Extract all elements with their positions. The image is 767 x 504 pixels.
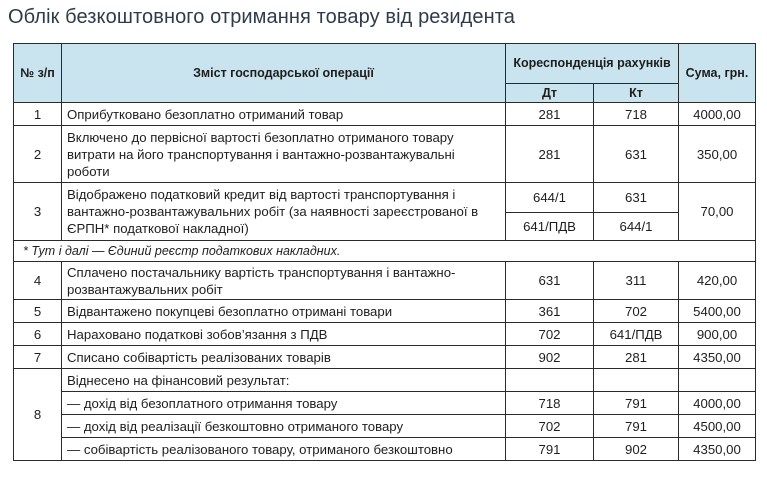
row-sum: 5400,00 xyxy=(679,300,756,323)
row-num: 4 xyxy=(14,262,62,300)
row-text: Відображено податковий кредит від вартості транспортування і вантажно-розвантажувальних робіт (за наявності зареєстрованої в ЄРПН* податкової накладної) xyxy=(62,183,506,241)
row-kt: 644/1 xyxy=(594,213,679,241)
row-dt: 644/1 xyxy=(506,183,594,213)
row-sum: 4000,00 xyxy=(679,103,756,126)
table-row-sub xyxy=(14,438,756,461)
row-num: 8 xyxy=(14,369,62,461)
row-kt: 281 xyxy=(594,346,679,369)
row-text: Нараховано податкові зобов’язання з ПДВ xyxy=(62,323,506,346)
table-row xyxy=(14,103,756,126)
row-sum: 4350,00 xyxy=(679,438,756,461)
row-kt: 791 xyxy=(594,392,679,415)
table-row xyxy=(14,183,756,213)
row-sum: 4000,00 xyxy=(679,392,756,415)
row-dt: 902 xyxy=(506,346,594,369)
row-dt: 702 xyxy=(506,323,594,346)
header-num: № з/п xyxy=(14,44,62,103)
row-dt: 718 xyxy=(506,392,594,415)
row-dt-empty xyxy=(506,369,594,392)
row-num: 1 xyxy=(14,103,62,126)
row-text: Включено до первісної вартості безоплатно отриманого товару витрати на його транспортування і вантажно-розвантажувальні роботи xyxy=(62,126,506,183)
row-dt: 702 xyxy=(506,415,594,438)
row-kt: 702 xyxy=(594,300,679,323)
header-dt: Дт xyxy=(506,84,594,103)
row-sum: 900,00 xyxy=(679,323,756,346)
table-row xyxy=(14,323,756,346)
row-kt: 631 xyxy=(594,126,679,183)
row-num: 7 xyxy=(14,346,62,369)
table-row xyxy=(14,126,756,183)
row-kt: 311 xyxy=(594,262,679,300)
row-sum: 4500,00 xyxy=(679,415,756,438)
row-dt: 791 xyxy=(506,438,594,461)
row-kt: 902 xyxy=(594,438,679,461)
table-row xyxy=(14,262,756,300)
header-kt: Кт xyxy=(594,84,679,103)
row-kt: 718 xyxy=(594,103,679,126)
row-dt: 361 xyxy=(506,300,594,323)
row-dt: 281 xyxy=(506,126,594,183)
row-num: 2 xyxy=(14,126,62,183)
row-kt-empty xyxy=(594,369,679,392)
header-content: Зміст господарської операції xyxy=(62,44,506,103)
row-text: Сплачено постачальнику вартість транспортування і вантажно-розвантажувальних робіт xyxy=(62,262,506,300)
row-text: Відвантажено покупцеві безоплатно отримані товари xyxy=(62,300,506,323)
row-dt: 631 xyxy=(506,262,594,300)
row-sum: 350,00 xyxy=(679,126,756,183)
row-text: Списано собівартість реалізованих товарів xyxy=(62,346,506,369)
row-num: 3 xyxy=(14,183,62,241)
table-row xyxy=(14,369,756,392)
row-kt: 631 xyxy=(594,183,679,213)
row-dt: 281 xyxy=(506,103,594,126)
table-row xyxy=(14,300,756,323)
table-row-sub xyxy=(14,415,756,438)
row-text: — дохід від реалізації безкоштовно отриманого товару xyxy=(62,415,506,438)
page-title: Облік безкоштовного отримання товару від резидента xyxy=(8,6,516,28)
row-dt: 641/ПДВ xyxy=(506,213,594,241)
header-correspondence: Кореспонденція рахунків xyxy=(506,44,679,84)
row-sum-empty xyxy=(679,369,756,392)
table-row-sub xyxy=(14,392,756,415)
row-sum: 420,00 xyxy=(679,262,756,300)
operations-table xyxy=(13,43,756,461)
row-text: Віднесено на фінансовий результат: xyxy=(62,369,506,392)
row-num: 6 xyxy=(14,323,62,346)
row-sum: 70,00 xyxy=(679,183,756,241)
table-row xyxy=(14,346,756,369)
row-sum: 4350,00 xyxy=(679,346,756,369)
row-text: — собівартість реалізованого товару, отриманого безкоштовно xyxy=(62,438,506,461)
row-kt: 791 xyxy=(594,415,679,438)
header-sum: Сума, грн. xyxy=(679,44,756,103)
footnote: * Тут і далі — Єдиний реєстр податкових накладних. xyxy=(14,241,756,262)
row-text: Оприбутковано безоплатно отриманий товар xyxy=(62,103,506,126)
row-kt: 641/ПДВ xyxy=(594,323,679,346)
row-text: — дохід від безоплатного отримання товару xyxy=(62,392,506,415)
row-num: 5 xyxy=(14,300,62,323)
footnote-row xyxy=(14,241,756,262)
